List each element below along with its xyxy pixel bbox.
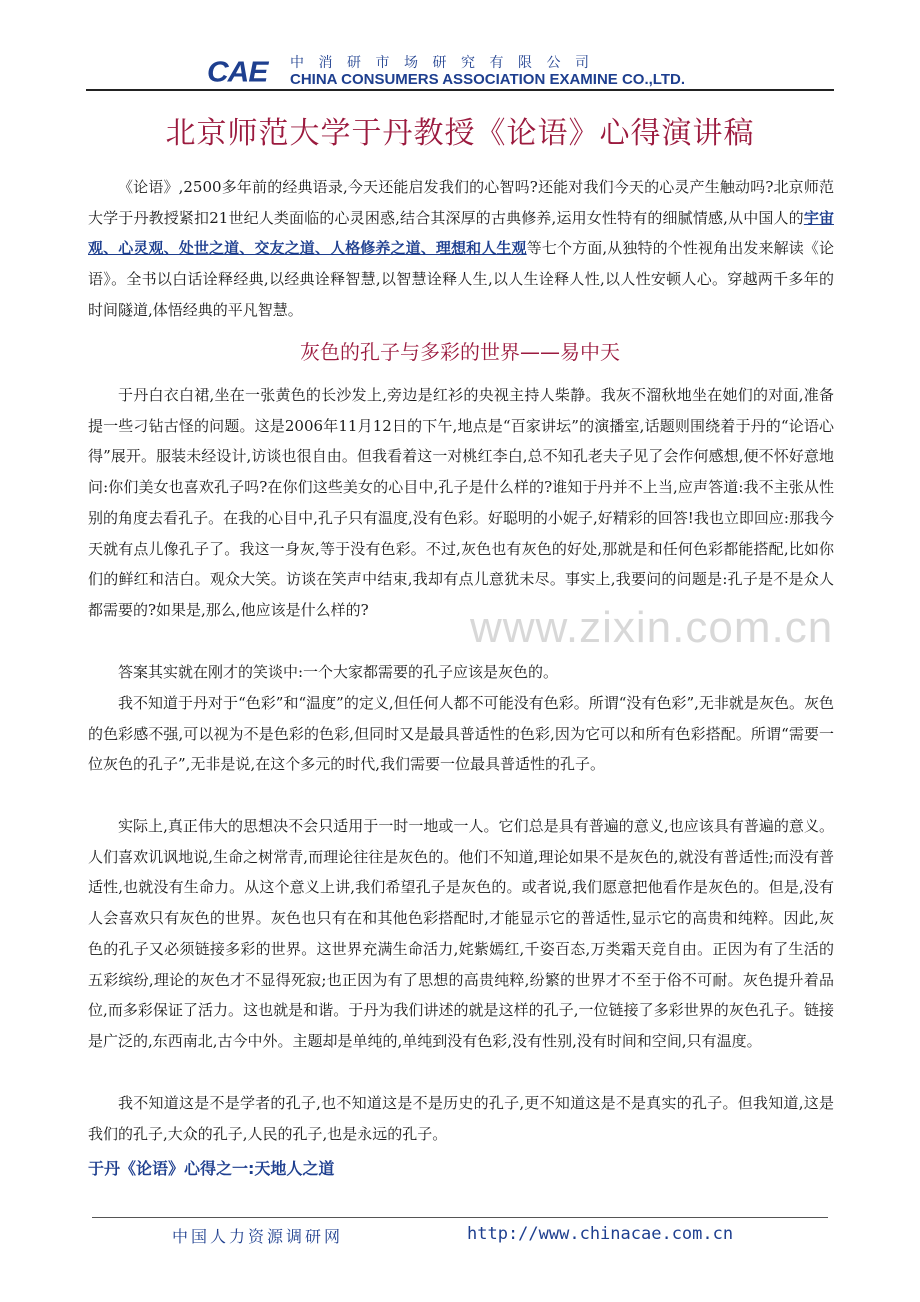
section-heading: 于丹《论语》心得之一:天地人之道 (88, 1159, 335, 1178)
footer-url-link[interactable]: http://www.chinacae.com.cn (467, 1224, 734, 1244)
body-paragraph-5: 我不知道这是不是学者的孔子,也不知道这是不是历史的孔子,更不知道这是不是真实的孔子。但我知道,这是我们的孔子,大众的孔子,人民的孔子,也是永远的孔子。 (88, 1094, 834, 1143)
body-paragraph-3: 我不知道于丹对于“色彩”和“温度”的定义,但任何人都不可能没有色彩。所谓“没有色彩”,无非就是灰色。灰色的色彩感不强,可以视为不是色彩的色彩,但同时又是最具普适性的色彩,因为它可以和所有色彩搭配。所谓“需要一位灰色的孔子”,无非是说,在这个多元的时代,我们需要一位最具普适性的孔子。 (88, 694, 834, 774)
intro-text-after: 等七个方面,从独特的个性视角出发来解读《论语》。全书以白话诠释经典,以经典诠释智慧,以智慧诠释人生,以人生诠释人性,以人性安顿人心。穿越两千多年的时间隧道,体悟经典的平凡智慧。 (88, 239, 834, 319)
cae-logo: CAE (207, 56, 268, 89)
header-divider (86, 89, 834, 91)
article-subtitle: 灰色的孔子与多彩的世界——易中天 (300, 340, 620, 364)
company-name-cn: 中消研市场研究有限公司 (290, 55, 604, 71)
body-paragraph-2: 答案其实就在刚才的笑谈中:一个大家都需要的孔子应该是灰色的。 (118, 663, 559, 681)
watermark: www.zixin.com.cn (470, 603, 834, 652)
company-header (86, 52, 836, 92)
body-paragraph-4: 实际上,真正伟大的思想决不会只适用于一时一地或一人。它们总是具有普遍的意义,也应该具有普遍的意义。人们喜欢讥讽地说,生命之树常青,而理论往往是灰色的。他们不知道,理论如果不是灰色的,就没有普适性;而没有普适性,也就没有生命力。从这个意义上讲,我们希望孔子是灰色的。或者说,我们愿意把他看作是灰色的。但是,没有人会喜欢只有灰色的世界。灰色也只有在和其他色彩搭配时,才能显示它的普适性,显示它的高贵和纯粹。因此,灰色的孔子又必须链接多彩的世界。这世界充满生命活力,姹紫嫣红,千姿百态,万类霜天竞自由。正因为有了生活的五彩缤纷,理论的灰色才不显得死寂;也正因为有了思想的高贵纯粹,纷繁的世界才不至于俗不可耐。灰色提升着品位,而多彩保证了活力。这也就是和谐。于丹为我们讲述的就是这样的孔子,一位链接了多彩世界的灰色孔子。链接是广泛的,东西南北,古今中外。主题却是单纯的,单纯到没有色彩,没有性别,没有时间和空间,只有温度。 (88, 817, 834, 1050)
intro-link-topics[interactable]: 宇宙观、心灵观、处世之道、交友之道、人格修养之道、理想和人生观 (88, 208, 834, 258)
intro-paragraph (88, 172, 834, 326)
intro-text-before: 《论语》,2500多年前的经典语录,今天还能启发我们的心智吗?还能对我们今天的心灵产生触动吗?北京师范大学于丹教授紧扣21世纪人类面临的心灵困惑,结合其深厚的古典修养,运用女性特有的细腻情感,从中国人的 (88, 178, 834, 227)
body-paragraph-1: 于丹白衣白裙,坐在一张黄色的长沙发上,旁边是红衫的央视主持人柴静。我灰不溜秋地坐在她们的对面,准备提一些刁钻古怪的问题。这是2006年11月12日的下午,地点是“百家讲坛”的演播室,话题则围绕着于丹的“论语心得”展开。服装未经设计,访谈也很自由。但我看着这一对桃红李白,总不知孔老夫子见了会作何感想,便不怀好意地问:你们美女也喜欢孔子吗?在你们这些美女的心目中,孔子是什么样的?谁知于丹并不上当,应声答道:我不主张从性别的角度去看孔子。在我的心目中,孔子只有温度,没有色彩。好聪明的小妮子,好精彩的回答!我也立即回应:那我今天就有点儿像孔子了。我这一身灰,等于没有色彩。不过,灰色也有灰色的好处,那就是和任何色彩都能搭配,比如你们的鲜红和洁白。观众大笑。访谈在笑声中结束,我却有点儿意犹未尽。事实上,我要问的问题是:孔子是不是众人都需要的?如果是,那么,他应该是什么样的? (88, 386, 834, 619)
footer-site-name: 中国人力资源调研网 (172, 1227, 344, 1246)
company-name-en: CHINA CONSUMERS ASSOCIATION EXAMINE CO.,LTD. (290, 71, 686, 88)
page-title: 北京师范大学于丹教授《论语》心得演讲稿 (165, 116, 755, 151)
footer-divider (92, 1217, 828, 1218)
